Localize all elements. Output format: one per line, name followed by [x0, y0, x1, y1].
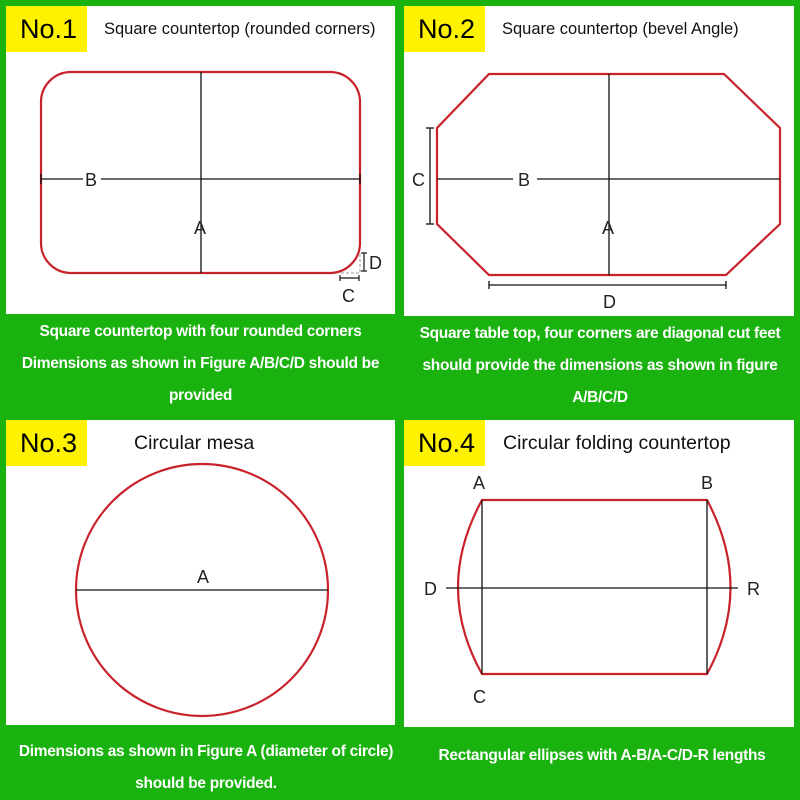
panel-rounded-corners	[6, 6, 395, 314]
folding-table-diagram	[404, 420, 794, 727]
label-a: A	[194, 218, 207, 238]
panel-circular-folding	[404, 420, 794, 727]
folding-table-outline	[458, 500, 731, 674]
label-d: D	[424, 579, 437, 599]
panel-title: Circular folding countertop	[503, 432, 731, 454]
caption-circular: Dimensions as shown in Figure A (diameter of circle) should be provided.	[18, 743, 394, 792]
caption-rounded-corners: Square countertop with four rounded corners Dimensions as shown in Figure A/B/C/D should be provided	[21, 323, 380, 404]
panel-circular	[6, 420, 395, 725]
label-c: C	[473, 687, 486, 707]
panel-title: Square countertop (bevel Angle)	[502, 20, 739, 38]
label-r: R	[747, 579, 760, 599]
label-d: D	[603, 292, 616, 312]
label-a: A	[473, 473, 486, 493]
label-c: C	[412, 170, 425, 190]
rounded-rect-diagram	[6, 6, 395, 314]
panel-number-tag: No.3	[6, 420, 87, 466]
label-b: B	[518, 170, 531, 190]
label-a: A	[197, 567, 210, 587]
octagon-diagram	[404, 6, 794, 316]
panel-title: Square countertop (rounded corners)	[104, 20, 376, 38]
panel-number-tag: No.4	[404, 420, 485, 466]
label-c: C	[342, 286, 355, 306]
label-a: A	[602, 218, 615, 238]
caption-circular-folding: Rectangular ellipses with A-B/A-C/D-R lengths	[438, 747, 766, 764]
panel-bevel-angle	[404, 6, 794, 316]
panel-title: Circular mesa	[134, 432, 255, 454]
caption-bevel-angle: Square table top, four corners are diagonal cut feet should provide the dimensions as shown in figure A/B/C/D	[419, 325, 781, 406]
circle-diagram	[6, 420, 395, 725]
panel-number-tag: No.1	[6, 6, 87, 52]
label-b: B	[85, 170, 98, 190]
label-b: B	[701, 473, 714, 493]
panel-number-tag: No.2	[404, 6, 485, 52]
label-d: D	[369, 253, 382, 273]
